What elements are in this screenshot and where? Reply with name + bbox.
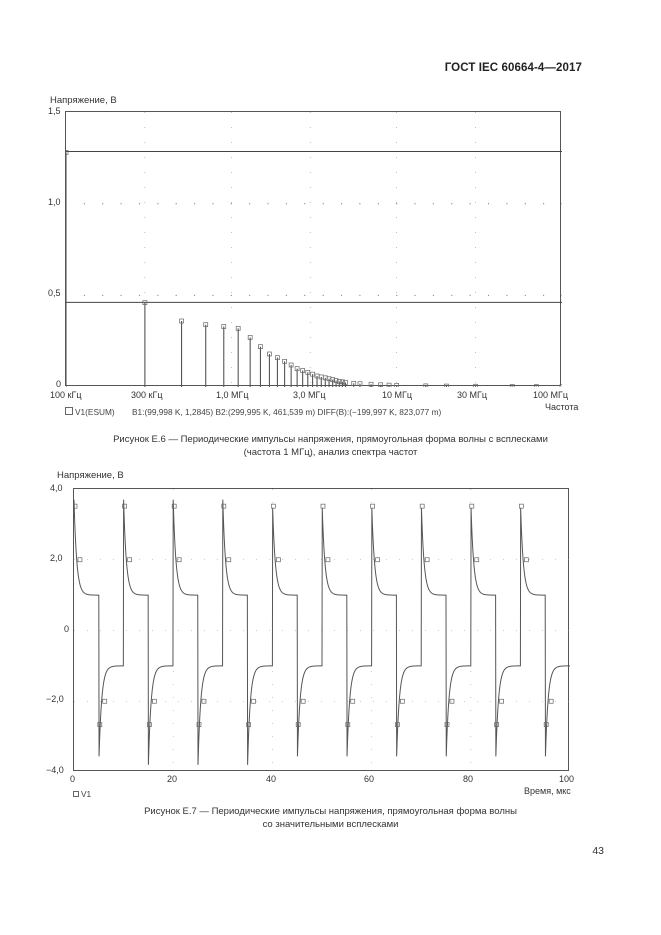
grid-dot	[488, 295, 489, 296]
waveform-marker	[400, 699, 404, 703]
chart2-xtick: 100	[559, 774, 575, 784]
chart2-ytick: −4,0	[46, 765, 64, 775]
grid-dot	[396, 295, 397, 296]
grid-dot	[323, 203, 324, 204]
grid-dot	[304, 203, 305, 204]
grid-dot	[121, 295, 122, 296]
waveform-marker	[202, 699, 206, 703]
grid-dot	[268, 203, 269, 204]
grid-dot	[286, 295, 287, 296]
waveform-marker	[78, 558, 82, 562]
figure-e6-caption-line1: Рисунок Е.6 — Периодические импульсы напряжения, прямоугольная форма волны с всплесками	[113, 434, 548, 445]
grid-dot	[359, 295, 360, 296]
chart2-legend-label: V1	[81, 789, 92, 799]
grid-dot	[396, 203, 397, 204]
waveform-marker	[549, 699, 553, 703]
page-number: 43	[592, 845, 604, 857]
chart2-ytick: 2,0	[50, 553, 63, 563]
grid-dot	[102, 295, 103, 296]
document-header: ГОСТ IEC 60664-4—2017	[444, 62, 582, 74]
grid-dot	[176, 295, 177, 296]
grid-dot	[433, 203, 434, 204]
grid-dot	[359, 203, 360, 204]
waveform-marker	[252, 699, 256, 703]
waveform-marker	[301, 699, 305, 703]
chart2-ytick: −2,0	[46, 694, 64, 704]
grid-dot	[102, 203, 103, 204]
grid-dot	[561, 203, 562, 204]
grid-dot	[433, 295, 434, 296]
waveform-marker	[271, 504, 275, 508]
spectrum-chart-svg	[66, 112, 562, 387]
legend-marker-icon	[65, 407, 73, 415]
chart2-ytick: 0	[64, 624, 70, 634]
chart2-xtick: 40	[266, 774, 277, 784]
grid-dot	[157, 295, 158, 296]
chart1-ytick: 1,0	[48, 197, 61, 207]
chart1-cursor-readout: B1:(99,998 K, 1,2845) B2:(299,995 K, 461,539 m) DIFF(B):(−199,997 K, 823,077 m)	[132, 407, 442, 417]
waveform-marker	[500, 699, 504, 703]
grid-dot	[157, 203, 158, 204]
grid-dot	[139, 295, 140, 296]
grid-dot	[506, 295, 507, 296]
grid-dot	[488, 203, 489, 204]
waveform-marker	[103, 699, 107, 703]
waveform-chart-svg	[74, 489, 570, 772]
grid-dot	[561, 295, 562, 296]
chart1-legend-label: V1(ESUM)	[75, 407, 115, 417]
grid-dot	[543, 203, 544, 204]
grid-dot	[451, 295, 452, 296]
waveform-marker	[524, 558, 528, 562]
chart1-y-axis-title: Напряжение, В	[50, 95, 117, 106]
grid-dot	[286, 203, 287, 204]
grid-dot	[543, 295, 544, 296]
legend-marker-icon	[73, 791, 79, 797]
waveform-line	[74, 500, 570, 765]
grid-dot	[268, 295, 269, 296]
chart2-ytick: 4,0	[50, 483, 63, 493]
grid-dot	[194, 295, 195, 296]
waveform-marker	[321, 504, 325, 508]
chart1-ytick: 0,5	[48, 288, 61, 298]
chart1-ytick: 0	[56, 379, 62, 389]
grid-dot	[470, 295, 471, 296]
chart1-xtick: 100 кГц	[50, 390, 82, 400]
chart2-x-axis-title: Время, мкс	[524, 786, 571, 796]
grid-dot	[414, 203, 415, 204]
waveform-marker	[128, 558, 132, 562]
figure-e7-caption-line1: Рисунок Е.7 — Периодические импульсы напряжения, прямоугольная форма волны	[144, 806, 517, 817]
waveform-marker	[475, 558, 479, 562]
waveform-marker	[371, 504, 375, 508]
chart2-xtick: 20	[167, 774, 178, 784]
chart1-xtick: 300 кГц	[131, 390, 163, 400]
grid-dot	[249, 295, 250, 296]
chart1-xtick: 1,0 МГц	[216, 390, 249, 400]
grid-dot	[139, 203, 140, 204]
waveform-marker	[177, 558, 181, 562]
waveform-marker	[519, 504, 523, 508]
grid-dot	[470, 203, 471, 204]
chart1-ytick: 1,5	[48, 106, 61, 116]
chart1-plot-area	[65, 111, 561, 386]
chart1-legend	[65, 407, 115, 417]
chart2-xtick: 60	[364, 774, 375, 784]
waveform-marker	[351, 699, 355, 703]
grid-dot	[525, 295, 526, 296]
grid-dot	[231, 203, 232, 204]
waveform-marker	[376, 558, 380, 562]
waveform-marker	[470, 504, 474, 508]
grid-dot	[176, 203, 177, 204]
waveform-marker	[276, 558, 280, 562]
figure-e6-caption-line2: (частота 1 МГц), анализ спектра частот	[243, 447, 418, 458]
chart2-plot-area	[73, 488, 569, 771]
chart2-xtick: 0	[70, 774, 76, 784]
chart1-xtick: 3,0 МГц	[293, 390, 326, 400]
grid-dot	[304, 295, 305, 296]
grid-dot	[84, 295, 85, 296]
figure-e7-caption	[0, 805, 661, 831]
grid-dot	[194, 203, 195, 204]
grid-dot	[231, 295, 232, 296]
grid-dot	[451, 203, 452, 204]
grid-dot	[121, 203, 122, 204]
chart1-x-axis-title: Частота	[545, 402, 579, 412]
chart1-xtick: 30 МГц	[457, 390, 488, 400]
grid-dot	[212, 295, 213, 296]
figure-e6-caption	[0, 433, 661, 459]
chart2-legend	[73, 789, 91, 799]
chart1-xtick: 100 МГц	[533, 390, 569, 400]
figure-e7-caption-line2: со значительными всплесками	[262, 819, 399, 830]
grid-dot	[323, 295, 324, 296]
grid-dot	[212, 203, 213, 204]
grid-dot	[525, 203, 526, 204]
grid-dot	[341, 295, 342, 296]
chart2-xtick: 80	[463, 774, 474, 784]
grid-dot	[341, 203, 342, 204]
grid-dot	[506, 203, 507, 204]
grid-dot	[414, 295, 415, 296]
chart2-y-axis-title: Напряжение, В	[57, 470, 124, 481]
grid-dot	[249, 203, 250, 204]
waveform-marker	[420, 504, 424, 508]
grid-dot	[84, 203, 85, 204]
grid-dot	[378, 203, 379, 204]
waveform-marker	[326, 558, 330, 562]
chart1-xtick: 10 МГц	[382, 390, 413, 400]
grid-dot	[378, 295, 379, 296]
